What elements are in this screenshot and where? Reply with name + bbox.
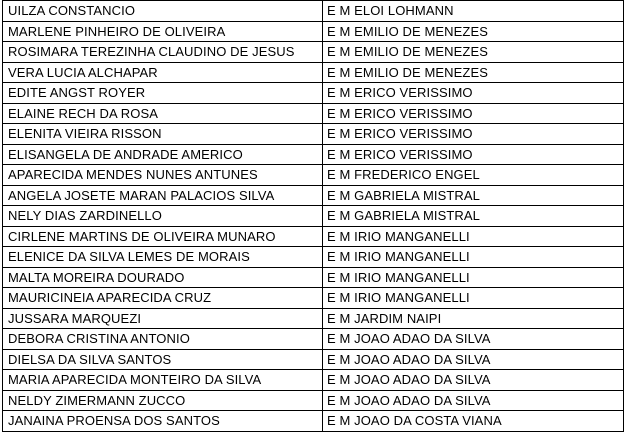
school-name-cell: E M EMILIO DE MENEZES [323, 42, 624, 63]
table-row [3, 411, 624, 432]
school-name-cell: E M IRIO MANGANELLI [323, 247, 624, 268]
table-row [3, 370, 624, 391]
school-name-cell: E M JOAO ADAO DA SILVA [323, 370, 624, 391]
school-name-cell: E M EMILIO DE MENEZES [323, 21, 624, 42]
person-name-cell: MARIA APARECIDA MONTEIRO DA SILVA [3, 370, 323, 391]
staff-school-table [2, 0, 624, 432]
school-name-cell: E M JOAO DA COSTA VIANA [323, 411, 624, 432]
person-name-cell: UILZA CONSTANCIO [3, 1, 323, 22]
school-name-cell: E M GABRIELA MISTRAL [323, 185, 624, 206]
table-row [3, 165, 624, 186]
school-name-cell: E M ELOI LOHMANN [323, 1, 624, 22]
table-row [3, 206, 624, 227]
school-name-cell: E M EMILIO DE MENEZES [323, 62, 624, 83]
school-name-cell: E M JOAO ADAO DA SILVA [323, 349, 624, 370]
person-name-cell: JANAINA PROENSA DOS SANTOS [3, 411, 323, 432]
school-name-cell: E M JOAO ADAO DA SILVA [323, 329, 624, 350]
person-name-cell: DEBORA CRISTINA ANTONIO [3, 329, 323, 350]
table-row [3, 21, 624, 42]
table-row [3, 267, 624, 288]
table-row [3, 308, 624, 329]
school-name-cell: E M ERICO VERISSIMO [323, 103, 624, 124]
person-name-cell: JUSSARA MARQUEZI [3, 308, 323, 329]
school-name-cell: E M IRIO MANGANELLI [323, 288, 624, 309]
table-row [3, 288, 624, 309]
school-name-cell: E M ERICO VERISSIMO [323, 144, 624, 165]
person-name-cell: VERA LUCIA ALCHAPAR [3, 62, 323, 83]
table-row [3, 62, 624, 83]
person-name-cell: ELAINE RECH DA ROSA [3, 103, 323, 124]
person-name-cell: CIRLENE MARTINS DE OLIVEIRA MUNARO [3, 226, 323, 247]
school-name-cell: E M JARDIM NAIPI [323, 308, 624, 329]
table-row [3, 83, 624, 104]
table-row [3, 103, 624, 124]
person-name-cell: MARLENE PINHEIRO DE OLIVEIRA [3, 21, 323, 42]
table-row [3, 185, 624, 206]
table-row [3, 226, 624, 247]
person-name-cell: ELENICE DA SILVA LEMES DE MORAIS [3, 247, 323, 268]
school-name-cell: E M ERICO VERISSIMO [323, 83, 624, 104]
school-name-cell: E M GABRIELA MISTRAL [323, 206, 624, 227]
table-row [3, 329, 624, 350]
person-name-cell: NELDY ZIMERMANN ZUCCO [3, 390, 323, 411]
person-name-cell: EDITE ANGST ROYER [3, 83, 323, 104]
school-name-cell: E M IRIO MANGANELLI [323, 267, 624, 288]
person-name-cell: NELY DIAS ZARDINELLO [3, 206, 323, 227]
table-row [3, 144, 624, 165]
person-name-cell: APARECIDA MENDES NUNES ANTUNES [3, 165, 323, 186]
person-name-cell: MALTA MOREIRA DOURADO [3, 267, 323, 288]
table-row [3, 349, 624, 370]
table-row [3, 390, 624, 411]
table-body [3, 1, 624, 432]
person-name-cell: ROSIMARA TEREZINHA CLAUDINO DE JESUS [3, 42, 323, 63]
person-name-cell: ELISANGELA DE ANDRADE AMERICO [3, 144, 323, 165]
table-row [3, 124, 624, 145]
person-name-cell: ANGELA JOSETE MARAN PALACIOS SILVA [3, 185, 323, 206]
table-row [3, 247, 624, 268]
table-row [3, 1, 624, 22]
person-name-cell: ELENITA VIEIRA RISSON [3, 124, 323, 145]
school-name-cell: E M FREDERICO ENGEL [323, 165, 624, 186]
school-name-cell: E M JOAO ADAO DA SILVA [323, 390, 624, 411]
school-name-cell: E M ERICO VERISSIMO [323, 124, 624, 145]
person-name-cell: MAURICINEIA APARECIDA CRUZ [3, 288, 323, 309]
table-row [3, 42, 624, 63]
person-name-cell: DIELSA DA SILVA SANTOS [3, 349, 323, 370]
school-name-cell: E M IRIO MANGANELLI [323, 226, 624, 247]
